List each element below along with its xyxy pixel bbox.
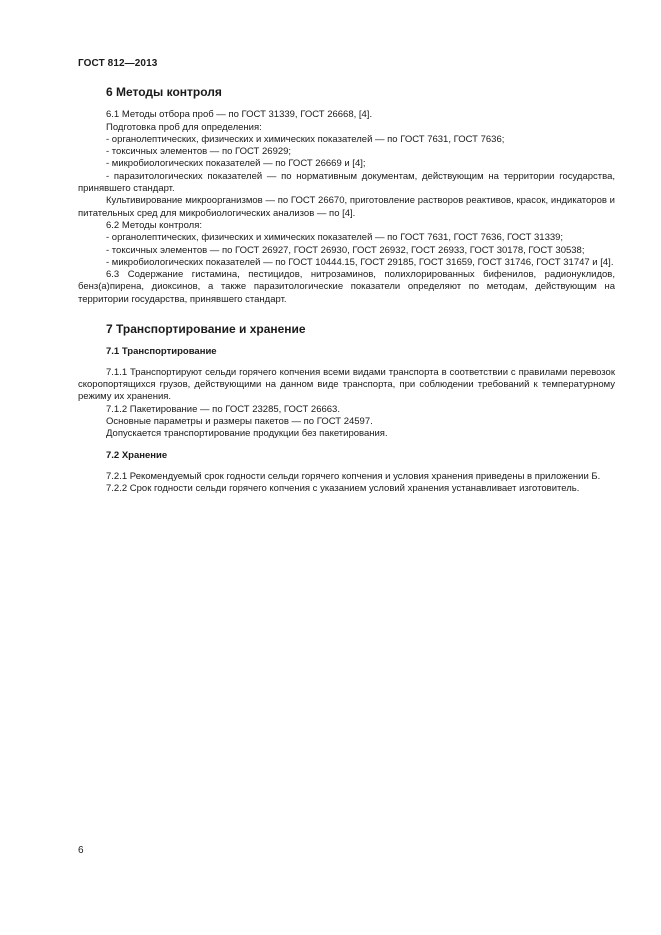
paragraph-no-packaging: Допускается транспортирование продукции без пакетирования. (106, 428, 388, 440)
list-item: - микробиологических показателей — по ГОСТ 10444.15, ГОСТ 29185, ГОСТ 31659, ГОСТ 31746, ГОСТ 31747 и [4]. (106, 256, 614, 268)
subsection-7-2-heading: 7.2 Хранение (106, 450, 168, 462)
subsection-7-2-body (78, 471, 615, 496)
subsection-7-1-body (78, 367, 615, 441)
paragraph-7-1-1: 7.1.1 Транспортируют сельди горячего копчения всеми видами транспорта в соответствии с правилами перевозок скоропортящихся грузов, действующими на данном виде транспорта, при соблюдении требований к температурному режиму их хранения. (78, 366, 615, 403)
list-item: - органолептических, физических и химических показателей — по ГОСТ 7631, ГОСТ 7636, ГОСТ 31339; (106, 232, 564, 244)
list-item: - микробиологических показателей — по ГОСТ 26669 и [4]; (106, 158, 366, 170)
paragraph-6-2: 6.2 Методы контроля: (106, 219, 202, 231)
paragraph-7-2-2: 7.2.2 Срок годности сельди горячего копчения с указанием условий хранения устанавливает изготовитель. (106, 483, 580, 495)
paragraph-package-params: Основные параметры и размеры пакетов — по ГОСТ 24597. (106, 415, 373, 427)
section-6-body (78, 109, 615, 306)
section-7-heading: 7 Транспортирование и хранение (106, 322, 306, 337)
paragraph-7-1-2: 7.1.2 Пакетирование — по ГОСТ 23285, ГОСТ 26663. (106, 403, 340, 415)
list-item: - органолептических, физических и химических показателей — по ГОСТ 7631, ГОСТ 7636; (106, 133, 505, 145)
paragraph-7-2-1: 7.2.1 Рекомендуемый срок годности сельди горячего копчения и условия хранения приведены в приложении Б. (106, 470, 601, 482)
paragraph-6-3: 6.3 Содержание гистамина, пестицидов, нитрозаминов, полихлорированных бифенилов, радионуклидов, бенз(а)пирена, диоксинов, а также паразитологические показатели определяют по методам, действующим на территории государства, принявшего стандарт. (78, 269, 615, 305)
paragraph-6-1: 6.1 Методы отбора проб — по ГОСТ 31339, ГОСТ 26668, [4]. (106, 109, 373, 121)
list-item: - токсичных элементов — по ГОСТ 26927, ГОСТ 26930, ГОСТ 26932, ГОСТ 26933, ГОСТ 30178, ГОСТ 30538; (106, 244, 585, 256)
list-item: - токсичных элементов — по ГОСТ 26929; (106, 146, 292, 158)
list-item: - паразитологических показателей — по нормативным документам, действующим на территории государства, принявшего стандарт. (78, 170, 615, 195)
paragraph-cultivation: Культивирование микроорганизмов — по ГОСТ 26670, приготовление растворов реактивов, красок, индикаторов и питательных сред для микробиологических анализов — по [4]. (78, 195, 615, 219)
paragraph-sample-prep: Подготовка проб для определения: (106, 121, 262, 133)
page-number: 6 (78, 845, 84, 856)
section-6-heading: 6 Методы контроля (106, 85, 222, 99)
page-content (78, 86, 615, 495)
document-id-header: ГОСТ 812—2013 (78, 58, 158, 69)
subsection-7-1-heading: 7.1 Транспортирование (106, 346, 217, 358)
